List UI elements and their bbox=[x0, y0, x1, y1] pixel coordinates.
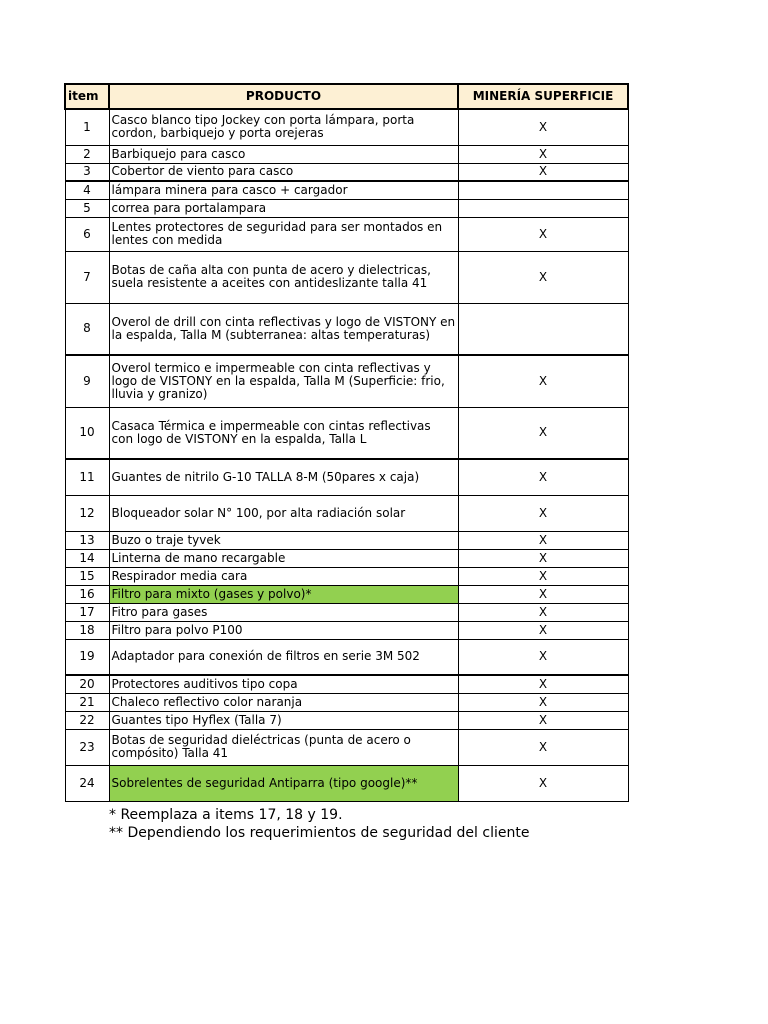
table-row bbox=[65, 585, 628, 603]
table-row bbox=[65, 199, 628, 217]
product-cell: Casaca Térmica e impermeable con cintas reflectivas con logo de VISTONY en la espalda, Talla L bbox=[109, 407, 458, 459]
item-cell: 17 bbox=[65, 603, 109, 621]
item-cell: 6 bbox=[65, 217, 109, 251]
product-cell: Overol termico e impermeable con cinta reflectivas y logo de VISTONY en la espalda, Talla M (Superficie: frio, lluvia y granizo) bbox=[109, 355, 458, 407]
item-cell: 18 bbox=[65, 621, 109, 639]
surface-cell: X bbox=[458, 693, 628, 711]
product-cell: Barbiquejo para casco bbox=[109, 145, 458, 163]
product-cell: Linterna de mano recargable bbox=[109, 549, 458, 567]
surface-cell bbox=[458, 181, 628, 199]
table-row bbox=[65, 675, 628, 693]
item-cell: 16 bbox=[65, 585, 109, 603]
surface-cell: X bbox=[458, 531, 628, 549]
table-row bbox=[65, 459, 628, 495]
product-cell: lámpara minera para casco + cargador bbox=[109, 181, 458, 199]
item-cell: 15 bbox=[65, 567, 109, 585]
table-row bbox=[65, 531, 628, 549]
table-row bbox=[65, 603, 628, 621]
item-cell: 7 bbox=[65, 251, 109, 303]
item-cell: 19 bbox=[65, 639, 109, 675]
product-cell: correa para portalampara bbox=[109, 199, 458, 217]
product-cell: Guantes de nitrilo G-10 TALLA 8-M (50pares x caja) bbox=[109, 459, 458, 495]
table-row bbox=[65, 765, 628, 801]
footnotes bbox=[109, 806, 529, 842]
table-row bbox=[65, 163, 628, 181]
item-cell: 1 bbox=[65, 109, 109, 145]
surface-cell: X bbox=[458, 407, 628, 459]
surface-cell: X bbox=[458, 145, 628, 163]
footnote-2: ** Dependiendo los requerimientos de seguridad del cliente bbox=[109, 825, 530, 841]
product-cell: Botas de caña alta con punta de acero y dielectricas, suela resistente a aceites con antideslizante talla 41 bbox=[109, 251, 458, 303]
table-row bbox=[65, 639, 628, 675]
item-cell: 24 bbox=[65, 765, 109, 801]
surface-cell: X bbox=[458, 109, 628, 145]
item-cell: 11 bbox=[65, 459, 109, 495]
product-cell: Overol de drill con cinta reflectivas y logo de VISTONY en la espalda, Talla M (subterranea: altas temperaturas) bbox=[109, 303, 458, 355]
table-row bbox=[65, 729, 628, 765]
ppe-table bbox=[64, 83, 629, 802]
footnote-1: * Reemplaza a items 17, 18 y 19. bbox=[109, 807, 343, 823]
item-cell: 4 bbox=[65, 181, 109, 199]
item-cell: 2 bbox=[65, 145, 109, 163]
surface-cell: X bbox=[458, 585, 628, 603]
product-cell: Adaptador para conexión de filtros en serie 3M 502 bbox=[109, 639, 458, 675]
surface-cell: X bbox=[458, 495, 628, 531]
table-row bbox=[65, 303, 628, 355]
header-row bbox=[65, 84, 628, 109]
surface-cell: X bbox=[458, 621, 628, 639]
surface-cell bbox=[458, 199, 628, 217]
item-cell: 12 bbox=[65, 495, 109, 531]
header-surface: MINERÍA SUPERFICIE bbox=[458, 84, 628, 109]
surface-cell: X bbox=[458, 675, 628, 693]
product-cell: Lentes protectores de seguridad para ser montados en lentes con medida bbox=[109, 217, 458, 251]
table-row bbox=[65, 495, 628, 531]
surface-cell: X bbox=[458, 251, 628, 303]
table-row bbox=[65, 407, 628, 459]
item-cell: 22 bbox=[65, 711, 109, 729]
item-cell: 23 bbox=[65, 729, 109, 765]
table-row bbox=[65, 251, 628, 303]
product-cell-highlighted: Sobrelentes de seguridad Antiparra (tipo google)** bbox=[109, 765, 458, 801]
table-row bbox=[65, 693, 628, 711]
product-cell: Buzo o traje tyvek bbox=[109, 531, 458, 549]
product-cell: Filtro para polvo P100 bbox=[109, 621, 458, 639]
table-row bbox=[65, 711, 628, 729]
surface-cell: X bbox=[458, 603, 628, 621]
surface-cell: X bbox=[458, 163, 628, 181]
product-cell-highlighted: Filtro para mixto (gases y polvo)* bbox=[109, 585, 458, 603]
item-cell: 21 bbox=[65, 693, 109, 711]
product-cell: Bloqueador solar N° 100, por alta radiación solar bbox=[109, 495, 458, 531]
table-row bbox=[65, 109, 628, 145]
header-product: PRODUCTO bbox=[109, 84, 458, 109]
product-cell: Respirador media cara bbox=[109, 567, 458, 585]
product-cell: Botas de seguridad dieléctricas (punta de acero o compósito) Talla 41 bbox=[109, 729, 458, 765]
item-cell: 5 bbox=[65, 199, 109, 217]
table-row bbox=[65, 567, 628, 585]
surface-cell: X bbox=[458, 765, 628, 801]
item-cell: 10 bbox=[65, 407, 109, 459]
surface-cell bbox=[458, 303, 628, 355]
item-cell: 14 bbox=[65, 549, 109, 567]
surface-cell: X bbox=[458, 459, 628, 495]
item-cell: 8 bbox=[65, 303, 109, 355]
item-cell: 9 bbox=[65, 355, 109, 407]
table-row bbox=[65, 621, 628, 639]
item-cell: 13 bbox=[65, 531, 109, 549]
product-cell: Protectores auditivos tipo copa bbox=[109, 675, 458, 693]
item-cell: 20 bbox=[65, 675, 109, 693]
surface-cell: X bbox=[458, 355, 628, 407]
surface-cell: X bbox=[458, 217, 628, 251]
surface-cell: X bbox=[458, 711, 628, 729]
table-row bbox=[65, 181, 628, 199]
product-cell: Cobertor de viento para casco bbox=[109, 163, 458, 181]
product-cell: Chaleco reflectivo color naranja bbox=[109, 693, 458, 711]
surface-cell: X bbox=[458, 549, 628, 567]
product-cell: Guantes tipo Hyflex (Talla 7) bbox=[109, 711, 458, 729]
table-row bbox=[65, 355, 628, 407]
product-cell: Fitro para gases bbox=[109, 603, 458, 621]
table-row bbox=[65, 145, 628, 163]
table-row bbox=[65, 549, 628, 567]
surface-cell: X bbox=[458, 567, 628, 585]
table-row bbox=[65, 217, 628, 251]
surface-cell: X bbox=[458, 639, 628, 675]
item-cell: 3 bbox=[65, 163, 109, 181]
surface-cell: X bbox=[458, 729, 628, 765]
product-cell: Casco blanco tipo Jockey con porta lámpara, porta cordon, barbiquejo y porta orejeras bbox=[109, 109, 458, 145]
header-item: item bbox=[65, 84, 109, 109]
